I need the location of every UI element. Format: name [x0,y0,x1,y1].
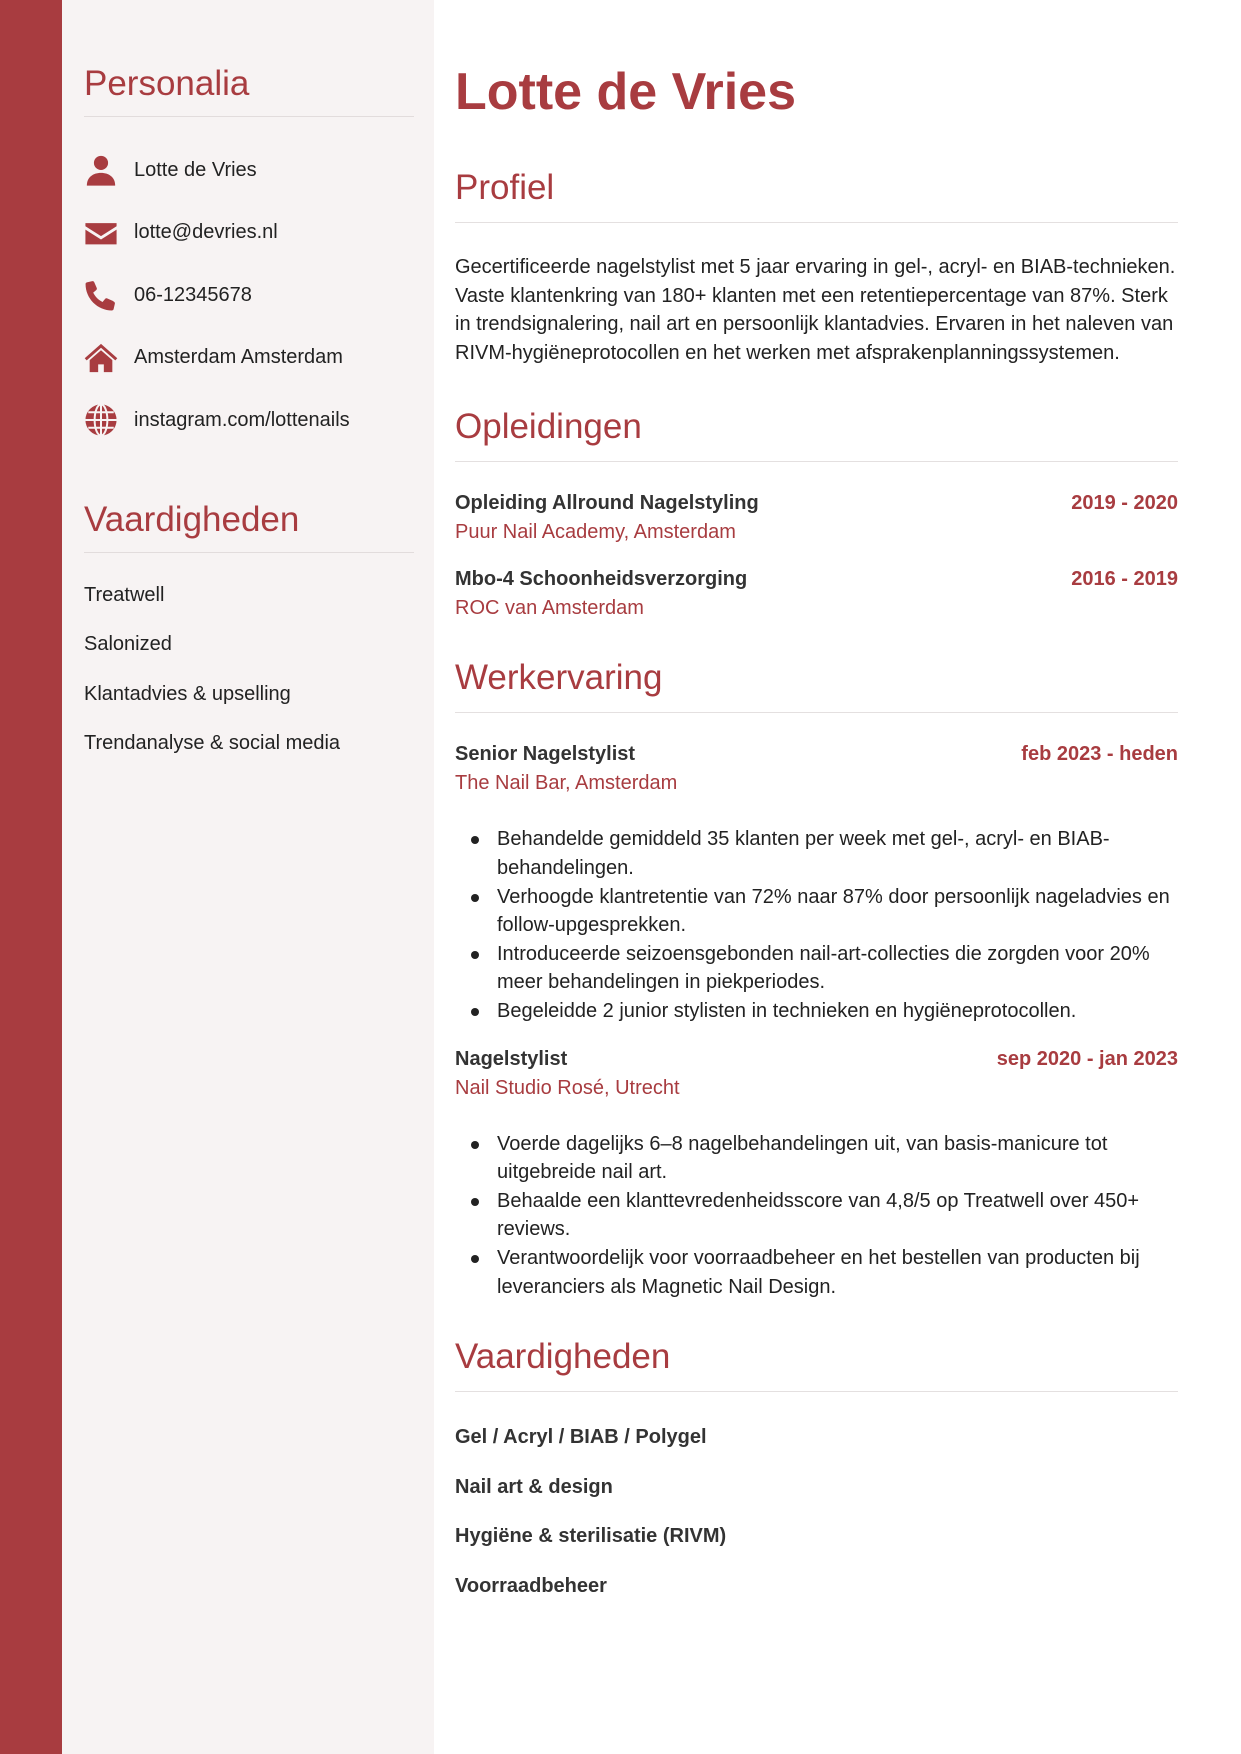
job-bullet: Voerde dagelijks 6–8 nagelbehandelingen uit, van basis-manicure tot uitgebreide nail art. [455,1130,1178,1187]
job-bullet: Behaalde een klanttevredenheidsscore van 4,8/5 op Treatwell over 450+ reviews. [455,1187,1178,1244]
profile-heading: Profiel [455,168,1178,223]
candidate-name: Lotte de Vries [455,63,796,121]
personalia-heading: Personalia [84,64,414,117]
skills-heading: Vaardigheden [455,1337,1178,1392]
job-bullet: Verhoogde klantretentie van 72% naar 87% door persoonlijk nageladvies en follow-upgesprekken. [455,883,1178,940]
job-employer: The Nail Bar, Amsterdam [455,772,678,795]
education-heading: Opleidingen [455,407,1178,462]
skill-item: Gel / Acryl / BIAB / Polygel [455,1426,707,1449]
globe-icon [84,403,118,437]
envelope-icon [84,216,118,250]
job-date: sep 2020 - jan 2023 [996,1047,1178,1070]
job-bullet: Behandelde gemiddeld 35 klanten per week met gel-, acryl- en BIAB-behandelingen. [455,825,1178,882]
sidebar-skill-item: Salonized [84,633,172,655]
job-employer: Nail Studio Rosé, Utrecht [455,1076,680,1099]
education-school: Puur Nail Academy, Amsterdam [455,521,736,544]
contact-email-text[interactable]: lotte@devries.nl [134,221,278,244]
job-bullets [455,825,1178,1025]
contact-address [84,327,414,390]
job-bullet: Introduceerde seizoensgebonden nail-art-collecties die zorgden voor 20% meer behandelingen in piekperiodes. [455,940,1178,997]
education-title: Mbo-4 Schoonheidsverzorging [455,568,748,591]
sidebar-skill-item: Klantadvies & upselling [84,682,291,705]
job-bullet: Begeleidde 2 junior stylisten in technieken en hygiëneprotocollen. [455,997,1178,1026]
sidebar [62,0,434,1754]
phone-icon [84,278,118,312]
main-content [434,0,1241,1754]
home-icon [84,341,118,375]
skill-item: Hygiëne & sterilisatie (RIVM) [455,1525,727,1548]
job-bullets [455,1130,1178,1302]
skills-list [455,1422,1178,1620]
contact-website [84,389,414,452]
sidebar-skill-item: Treatwell [84,583,165,606]
education-entry [455,492,1178,544]
contact-website-text[interactable]: instagram.com/lottenails [134,408,350,431]
education-date: 2016 - 2019 [1071,568,1178,591]
experience-entry [455,743,1178,1025]
education-school: ROC van Amsterdam [455,597,644,620]
contact-email [84,202,414,265]
experience-entry [455,1048,1178,1302]
contact-list [84,139,414,452]
skill-item: Voorraadbeheer [455,1574,607,1597]
sidebar-skills-list [84,571,414,769]
contact-phone-text[interactable]: 06-12345678 [134,283,252,306]
job-date: feb 2023 - heden [1021,743,1178,766]
user-icon [84,153,118,187]
contact-name-text: Lotte de Vries [134,158,257,181]
education-title: Opleiding Allround Nagelstyling [455,492,759,515]
job-title: Senior Nagelstylist [455,743,636,766]
sidebar-skills-heading: Vaardigheden [84,500,414,553]
skill-item: Nail art & design [455,1475,613,1498]
job-title: Nagelstylist [455,1047,568,1070]
contact-phone [84,264,414,327]
job-bullet: Verantwoordelijk voor voorraadbeheer en het bestellen van producten bij leveranciers als Magnetic Nail Design. [455,1244,1178,1301]
education-entry [455,568,1178,620]
contact-name [84,139,414,202]
profile-text: Gecertificeerde nagelstylist met 5 jaar ervaring in gel-, acryl- en BIAB-technieken. Vaste klantenkring van 180+ klanten met een retentiepercentage van 87%. Sterk in trendsignalering, nail art en persoonlijk klantadvies. Ervaren in het naleven van RIVM-hygiëneprotocollen en het werken met afsprakenplanningssystemen. [455,256,1176,364]
education-date: 2019 - 2020 [1071,492,1178,515]
accent-bar [0,0,62,1754]
sidebar-skill-item: Trendanalyse & social media [84,732,341,754]
contact-address-text: Amsterdam Amsterdam [134,346,343,369]
experience-heading: Werkervaring [455,658,1178,713]
